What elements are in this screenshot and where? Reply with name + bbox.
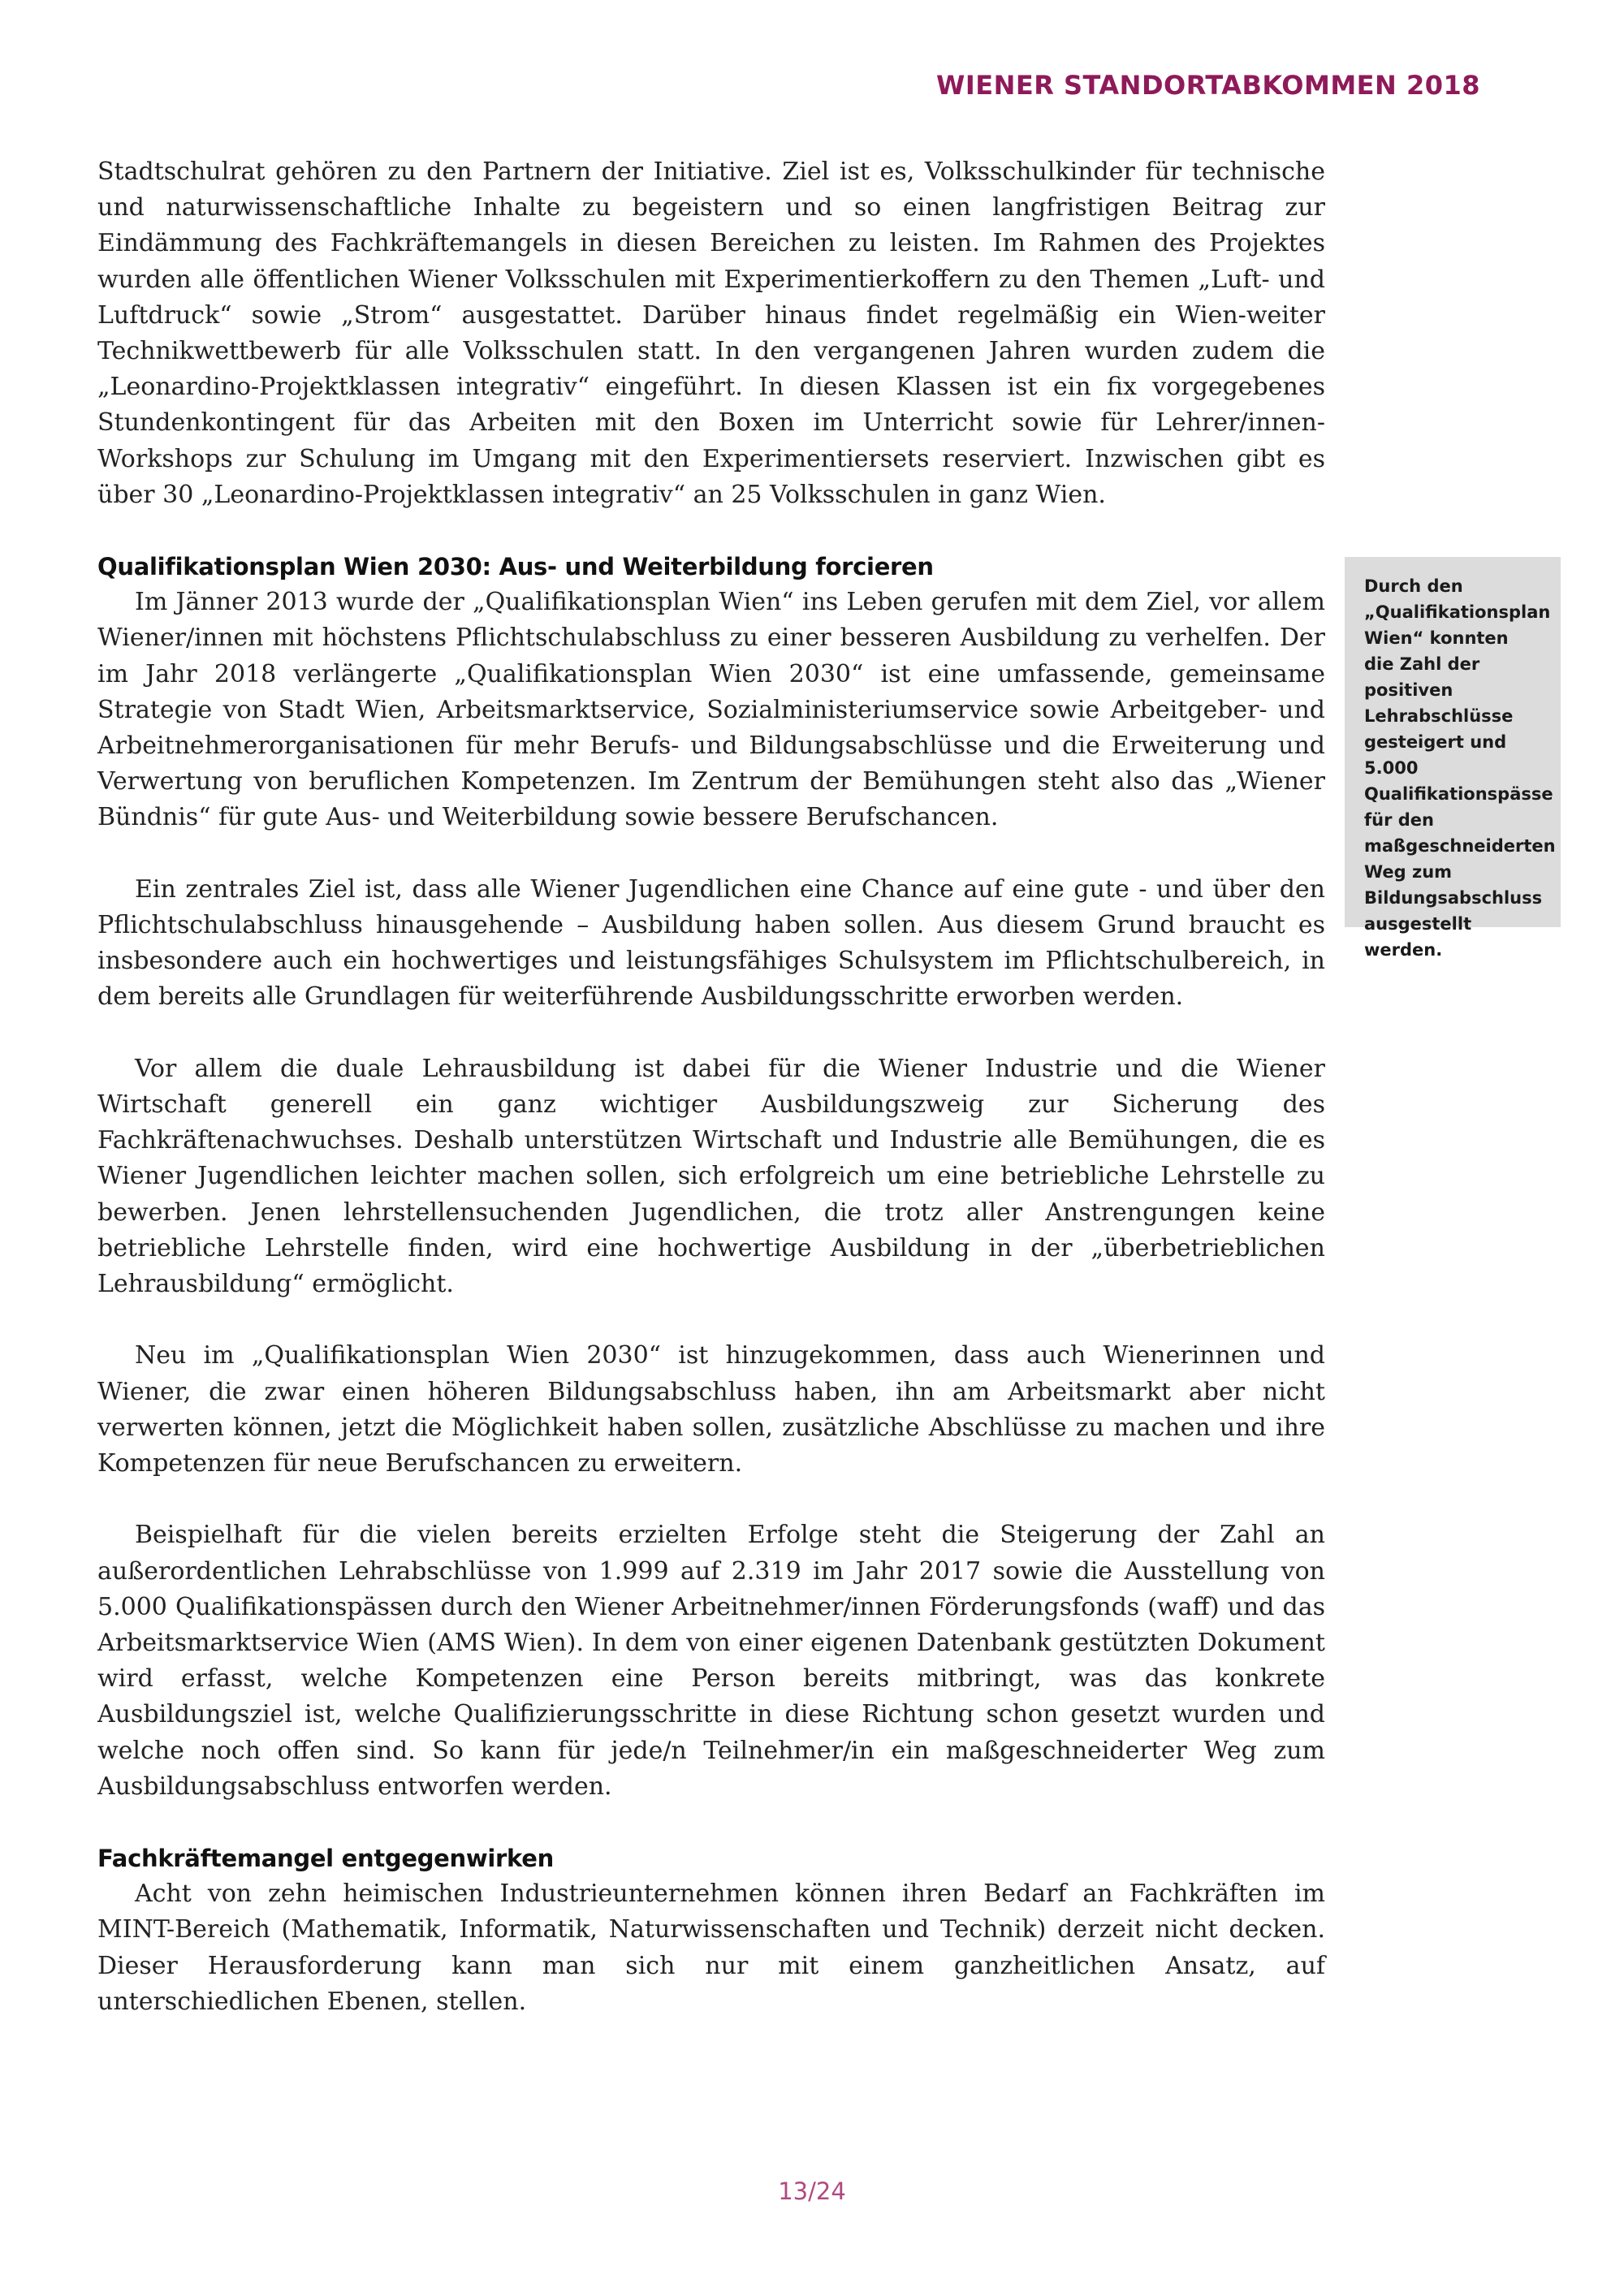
body-paragraph: Ein zentrales Ziel ist, dass alle Wiener Jugendlichen eine Chance auf eine gute - und über den Pflichtschulabschluss hinausgehende – Ausbildung haben sollen. Aus diesem Grund braucht es insbesondere auch ein hochwertiges und leistungsfähiges Schulsystem im Pflichtschulbereich, in dem bereits alle Grundlagen für weiterführende Ausbildungsschritte erworben werden. [97,874,1325,1012]
section-heading-fachkraeftemangel: Fachkräftemangel entgegenwirken [97,1845,554,1873]
section-heading-qualifikationsplan: Qualifikationsplan Wien 2030: Aus- und Weiterbildung forcieren [97,553,934,581]
document-header-title: WIENER STANDORTABKOMMEN 2018 [936,70,1480,101]
intro-paragraph: Stadtschulrat gehören zu den Partnern der Initiative. Ziel ist es, Volksschulkinder für technische und naturwissenschaftliche Inhalte zu begeistern und so einen langfristigen Beitrag zur Eindämmung des Fachkräftemangels in diesen Bereichen zu leisten. Im Rahmen des Projektes wurden alle öffentlichen Wiener Volksschulen mit Experimentierkoffern zu den Themen „Luft- und Luftdruck“ sowie „Strom“ ausgestattet. Darüber hinaus findet regelmäßig ein Wien-weiter Technikwettbewerb für alle Volksschulen statt. In den vergangenen Jahren wurden zudem die „Leonardino-Projektklassen integrativ“ eingeführt. In diesen Klassen ist ein fix vorgegebenes Stundenkontingent für das Arbeiten mit den Boxen im Unterricht sowie für Lehrer/innen-Workshops zur Schulung im Umgang mit den Experimentiersets reserviert. Inzwischen gibt es über 30 „Leonardino-Projektklassen integrativ“ an 25 Volksschulen in ganz Wien. [97,158,1325,509]
main-text-column [97,154,1325,2020]
body-paragraph: Im Jänner 2013 wurde der „Qualifikationsplan Wien“ ins Leben gerufen mit dem Ziel, vor allem Wiener/innen mit höchstens Pflichtschulabschluss zu einer besseren Ausbildung zu verhelfen. Der im Jahr 2018 verlängerte „Qualifikationsplan Wien 2030“ ist eine umfassende, gemeinsame Strategie von Stadt Wien, Arbeitsmarktservice, Sozialministeriumservice sowie Arbeitgeber- und Arbeitnehmerorganisationen für mehr Berufs- und Bildungsabschlüsse und die Erweiterung und Verwertung von beruflichen Kompetenzen. Im Zentrum der Bemühungen steht also das „Wiener Bündnis“ für gute Aus- und Weiterbildung sowie bessere Berufschancen. [97,588,1325,832]
sidebar-callout-box [1345,557,1561,960]
sidebar-callout-text: Durch den „Qualifikationsplan Wien“ konnten die Zahl der positiven Lehrabschlüsse gesteigert und 5.000 Qualifikationspässe für den maßgeschneiderten Weg zum Bildungsabschluss ausgestellt werden. [1364,576,1556,960]
body-paragraph: Beispielhaft für die vielen bereits erzielten Erfolge steht die Steigerung der Zahl an außerordentlichen Lehrabschlüsse von 1.999 auf 2.319 im Jahr 2017 sowie die Ausstellung von 5.000 Qualifikationspässen durch den Wiener Arbeitnehmer/innen Förderungsfonds (waff) und das Arbeitsmarktservice Wien (AMS Wien). In dem von einer eigenen Datenbank gestützten Dokument wird erfasst, welche Kompetenzen eine Person bereits mitbringt, was das konkrete Ausbildungsziel ist, welche Qualifizierungsschritte in diese Richtung schon gesetzt wurden und welche noch offen sind. So kann für jede/n Teilnehmer/in ein maßgeschneiderter Weg zum Ausbildungsabschluss entworfen werden. [97,1521,1325,1801]
body-paragraph: Vor allem die duale Lehrausbildung ist dabei für die Wiener Industrie und die Wiener Wirtschaft generell ein ganz wichtiger Ausbildungszweig zur Sicherung des Fachkräftenachwuchses. Deshalb unterstützen Wirtschaft und Industrie alle Bemühungen, die es Wiener Jugendlichen leichter machen sollen, sich erfolgreich um eine betriebliche Lehrstelle zu bewerben. Jenen lehrstellensuchenden Jugendlichen, die trotz aller Anstrengungen keine betriebliche Lehrstelle finden, wird eine hochwertige Ausbildung in der „überbetrieblichen Lehrausbildung“ ermöglicht. [97,1054,1325,1299]
body-paragraph: Acht von zehn heimischen Industrieunternehmen können ihren Bedarf an Fachkräften im MINT-Bereich (Mathematik, Informatik, Naturwissenschaften und Technik) derzeit nicht decken. Dieser Herausforderung kann man sich nur mit einem ganzheitlichen Ansatz, auf unterschiedlichen Ebenen, stellen. [97,1880,1325,2016]
page-number: 13/24 [778,2177,846,2205]
body-paragraph: Neu im „Qualifikationsplan Wien 2030“ ist hinzugekommen, dass auch Wienerinnen und Wiener, die zwar einen höheren Bildungsabschluss haben, ihn am Arbeitsmarkt aber nicht verwerten können, jetzt die Möglichkeit haben sollen, zusätzliche Abschlüsse zu machen und ihre Kompetenzen für neue Berufschancen zu erweitern. [97,1341,1325,1478]
